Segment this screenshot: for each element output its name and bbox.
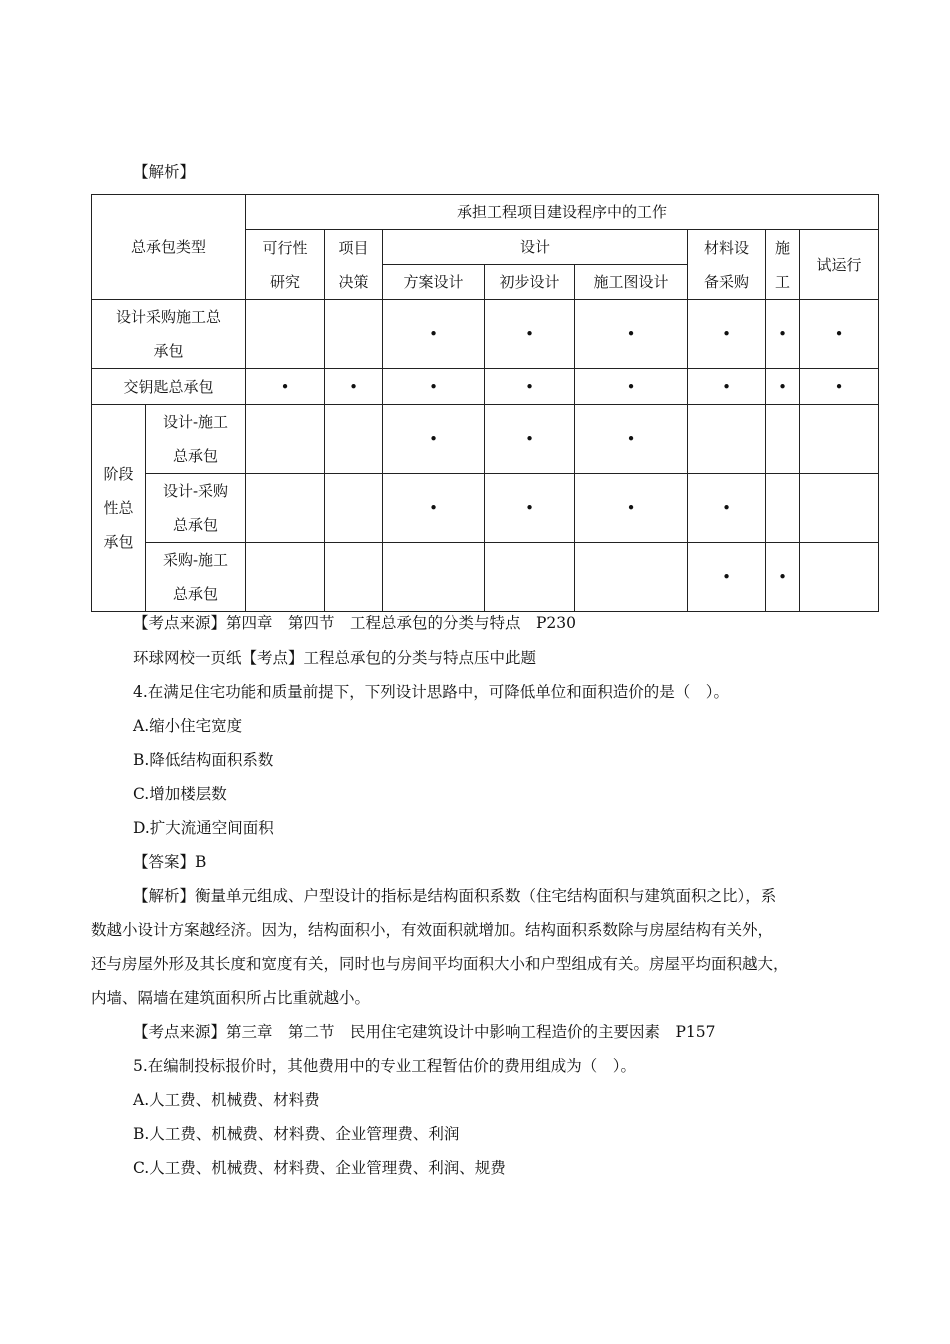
cell-mark: • — [485, 369, 575, 405]
cell-mark: • — [766, 543, 800, 612]
col-feasibility: 可行性 研究 — [246, 230, 325, 300]
cell-mark — [800, 474, 879, 543]
cell-mark — [688, 405, 766, 474]
cell-mark — [325, 300, 383, 369]
row-label: 设计-施工 总承包 — [146, 405, 246, 474]
cell-mark — [246, 405, 325, 474]
cell-mark — [325, 543, 383, 612]
cell-mark: • — [688, 543, 766, 612]
work-header: 承担工程项目建设程序中的工作 — [246, 195, 879, 230]
cell-mark: • — [383, 474, 485, 543]
cell-mark — [325, 474, 383, 543]
cell-mark — [575, 543, 688, 612]
cell-mark: • — [766, 369, 800, 405]
cell-mark: • — [800, 369, 879, 405]
promo-note: 环球网校一页纸【考点】工程总承包的分类与特点压中此题 — [133, 649, 537, 667]
q4-analysis-line-4: 内墙、隔墙在建筑面积所占比重就越小。 — [91, 989, 371, 1007]
source-note: 【考点来源】第四章 第四节 工程总承包的分类与特点 P230 — [133, 614, 577, 632]
cell-mark — [246, 300, 325, 369]
cell-mark: • — [688, 369, 766, 405]
question-5-stem: 5.在编制投标报价时，其他费用中的专业工程暂估价的费用组成为（ ）。 — [133, 1057, 637, 1075]
q5-option-c: C.人工费、机械费、材料费、企业管理费、利润、规费 — [133, 1159, 506, 1177]
row-label: 设计采购施工总 承包 — [92, 300, 246, 369]
cell-mark: • — [575, 300, 688, 369]
cell-mark: • — [800, 300, 879, 369]
col-construction: 施 工 — [766, 230, 800, 300]
col-design: 设计 — [383, 230, 688, 265]
q4-analysis-line-2: 数越小设计方案越经济。因为，结构面积小，有效面积就增加。结构面积系数除与房屋结构有关外， — [91, 921, 774, 939]
cell-mark: • — [383, 300, 485, 369]
col-procurement: 材料设 备采购 — [688, 230, 766, 300]
cell-mark: • — [485, 405, 575, 474]
q4-option-b: B.降低结构面积系数 — [133, 751, 274, 769]
cell-mark: • — [575, 405, 688, 474]
contract-type-table — [91, 194, 879, 612]
col-trial: 试运行 — [800, 230, 879, 300]
cell-mark — [325, 405, 383, 474]
q4-analysis-line-1: 【解析】衡量单元组成、户型设计的指标是结构面积系数（住宅结构面积与建筑面积之比），系 — [133, 887, 777, 905]
cell-mark: • — [688, 300, 766, 369]
col-construction-drawing: 施工图设计 — [575, 265, 688, 300]
q4-answer: 【答案】B — [133, 853, 207, 871]
cell-mark — [800, 543, 879, 612]
cell-mark: • — [485, 474, 575, 543]
cell-mark: • — [383, 405, 485, 474]
cell-mark: • — [688, 474, 766, 543]
analysis-heading: 【解析】 — [133, 163, 196, 181]
cell-mark: • — [325, 369, 383, 405]
q4-option-d: D.扩大流通空间面积 — [133, 819, 274, 837]
col-scheme-design: 方案设计 — [383, 265, 485, 300]
q4-option-c: C.增加楼层数 — [133, 785, 227, 803]
cell-mark: • — [383, 369, 485, 405]
q5-option-a: A.人工费、机械费、材料费 — [133, 1091, 320, 1109]
q4-source: 【考点来源】第三章 第二节 民用住宅建筑设计中影响工程造价的主要因素 P157 — [133, 1023, 716, 1041]
row-label: 交钥匙总承包 — [92, 369, 246, 405]
cell-mark: • — [575, 474, 688, 543]
cell-mark — [383, 543, 485, 612]
q4-analysis-line-3: 还与房屋外形及其长度和宽度有关，同时也与房间平均面积大小和户型组成有关。房屋平均面积越大， — [91, 955, 789, 973]
cell-mark: • — [575, 369, 688, 405]
cell-mark — [485, 543, 575, 612]
question-4-stem: 4.在满足住宅功能和质量前提下，下列设计思路中，可降低单位和面积造价的是（ ）。 — [133, 683, 730, 701]
cell-mark: • — [485, 300, 575, 369]
row-label: 设计-采购 总承包 — [146, 474, 246, 543]
group-label: 阶段 性总 承包 — [92, 405, 146, 612]
cell-mark — [766, 474, 800, 543]
corner-header: 总承包类型 — [92, 195, 246, 300]
cell-mark — [800, 405, 879, 474]
cell-mark — [246, 474, 325, 543]
q4-option-a: A.缩小住宅宽度 — [133, 717, 243, 735]
cell-mark: • — [766, 300, 800, 369]
col-preliminary-design: 初步设计 — [485, 265, 575, 300]
q5-option-b: B.人工费、机械费、材料费、企业管理费、利润 — [133, 1125, 460, 1143]
row-label: 采购-施工 总承包 — [146, 543, 246, 612]
cell-mark — [246, 543, 325, 612]
col-decision: 项目 决策 — [325, 230, 383, 300]
cell-mark: • — [246, 369, 325, 405]
cell-mark — [766, 405, 800, 474]
